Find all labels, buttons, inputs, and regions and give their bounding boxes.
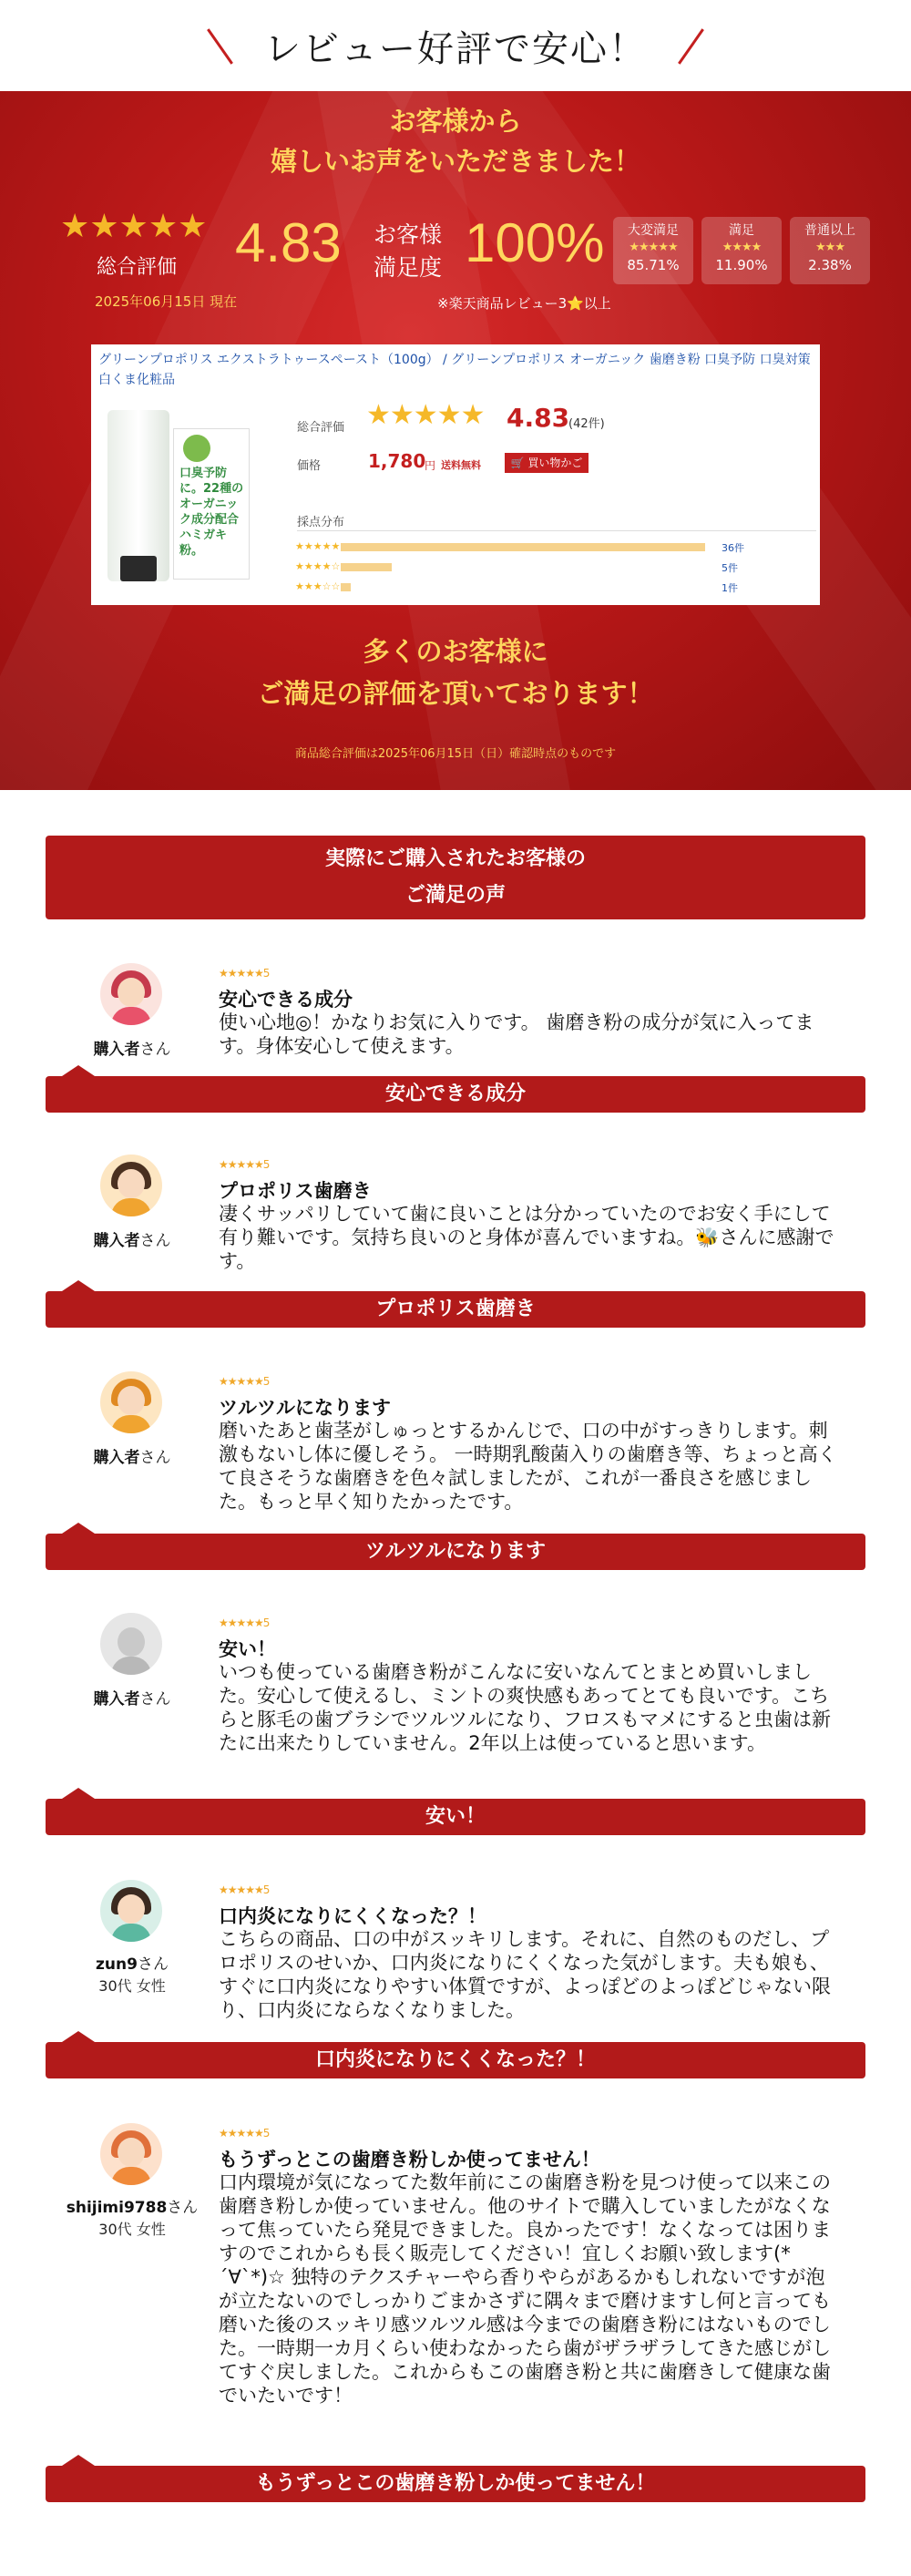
review-caption-bar: プロポリス歯磨き xyxy=(46,1291,865,1328)
reviews-heading-line2: ご満足の声 xyxy=(404,884,506,907)
rating-box-average-plus xyxy=(790,217,870,284)
review-title: 安い！ xyxy=(219,1638,276,1660)
hero-footer-2: ご満足の評価を頂いております！ xyxy=(257,678,654,709)
reviewer-age: 30代 女性 xyxy=(98,2221,166,2238)
review-caption-bar: もうずっとこの歯磨き粉しか使ってません！ xyxy=(46,2466,865,2502)
reviewer-name: 購入者さん xyxy=(93,1690,171,1709)
review-body: 口内環境が気になってた数年前にこの歯磨き粉を見つけ使って以来この歯磨き粉しか使っていません。他のサイトで購入していましたがなくなって焦っていたら発見できました。良かったです！なくなっては困りますのでこれからも長く販売してください！宜しくお願い致します(*´∀`*)☆ 独特のテクスチャーやら香りやらがあるかもしれないですが泡が立たないのでしっかりごまかさずに隅々まで磨けますし何と言っても磨いた後のスッキリ感ツルツル感は今までの歯磨き粉にはないものでした。一時期一カ月くらい使わなかったら歯がザラザラしてきた感じがしてすぐ戻しました。これからもこの歯磨き粉と共に歯磨きして健康な歯でいたいです！ xyxy=(219,2171,831,2407)
avatar xyxy=(100,2123,162,2185)
review-title: 安心できる成分 xyxy=(219,989,353,1011)
shipping-label: 送料無料 xyxy=(441,459,481,471)
reviewer-name: shijimi9788さん xyxy=(66,2199,199,2217)
rating-box-satisfied xyxy=(701,217,782,284)
dist-bar-4 xyxy=(341,563,392,571)
avatar xyxy=(100,963,162,1025)
review-caption-bar: 安心できる成分 xyxy=(46,1076,865,1113)
satisfaction-value: 100% xyxy=(465,212,605,273)
product-screenshot xyxy=(91,344,820,605)
review-stars: ★★★★★5 xyxy=(219,1158,270,1171)
reviewer-age: 30代 女性 xyxy=(98,1977,166,1995)
avatar-body xyxy=(111,1007,151,1025)
distribution-label: 採点分布 xyxy=(297,516,345,529)
cart-button[interactable]: 🛒 買い物かご xyxy=(505,453,589,473)
shot-count: (42件) xyxy=(568,417,605,431)
rakuten-note: ※楽天商品レビュー3⭐以上 xyxy=(437,295,611,312)
review-caption-bar: 口内炎になりにくくなった？！ xyxy=(46,2042,865,2078)
reviewer-name: 購入者さん xyxy=(93,1041,171,1059)
review-caption-bar: ツルツルになります xyxy=(46,1534,865,1570)
product-box-image xyxy=(173,428,250,580)
review-title: ツルツルになります xyxy=(219,1397,391,1419)
avatar xyxy=(100,1155,162,1216)
hero-headline-2: 嬉しいお声をいただきました！ xyxy=(270,146,640,177)
avatar-face xyxy=(118,1627,145,1657)
avatar-body xyxy=(111,1415,151,1433)
avatar-body xyxy=(111,1924,151,1942)
avatar-face xyxy=(118,1386,145,1415)
footnote: 商品総合評価は2025年06月15日（日）確認時点のものです xyxy=(294,747,617,761)
shot-overall-label: 総合評価 xyxy=(297,421,345,435)
avatar xyxy=(100,1371,162,1433)
page-title: レビュー好評で安心！ xyxy=(264,28,647,70)
overall-rating: 4.83 xyxy=(235,212,342,273)
reviews-heading xyxy=(46,836,865,919)
review-body: 磨いたあと歯茎がしゅっとするかんじで、口の中がすっきりします。刺激もないし体に優しそう。 一時期乳酸菌入りの歯磨き等、ちょっと高くて良さそうな歯磨きを色々試しましたが、これが一番良さを感じました。もっと早く知りたかったです。 xyxy=(219,1420,837,1513)
reviewer-name: 購入者さん xyxy=(93,1232,171,1250)
avatar-face xyxy=(118,978,145,1007)
review-stars: ★★★★★5 xyxy=(219,967,270,980)
review-body: 凄くサッパリしていて歯に良いことは分かっていたのでお安く手にして有り難いです。気持ち良いのと身体が喜んでいますね。🐝さんに感謝です。 xyxy=(219,1203,834,1272)
review-summary-banner xyxy=(0,91,911,790)
section-header xyxy=(0,0,911,91)
dist-stars-5: ★★★★★ xyxy=(295,540,341,552)
reviewer-name: 購入者さん xyxy=(93,1449,171,1467)
price-label: 価格 xyxy=(297,459,322,473)
overall-label: 総合評価 xyxy=(97,256,178,279)
flower-icon xyxy=(183,435,210,462)
rating-box-very-satisfied xyxy=(613,217,693,284)
box-percent: 85.71% xyxy=(627,257,680,273)
avatar-face xyxy=(118,2138,145,2167)
review-title: 口内炎になりにくくなった？！ xyxy=(219,1905,486,1927)
reviewer-name: zun9さん xyxy=(96,1955,169,1974)
review-body: こちらの商品、口の中がスッキリします。それに、自然のものだし、プロポリスのせいか、口内炎になりにくくなった気がします。夫も娘も、すぐに口内炎になりやすい体質ですが、よっぽどのよっぽどじゃない限り、口内炎にならなくなりました。 xyxy=(219,1928,831,2021)
box-percent: 2.38% xyxy=(808,257,852,273)
product-title-link[interactable]: グリーンプロポリス エクストラトゥースペースト（100g） / グリーンプロポリス オーガニック 歯磨き粉 口臭予防 口臭対策 白くま化粧品 xyxy=(98,353,811,387)
review-stars: ★★★★★5 xyxy=(219,1616,270,1629)
reviews-heading-line1: 実際にご購入されたお客様の xyxy=(324,847,586,870)
dist-bar-5 xyxy=(341,543,705,551)
dist-count-4[interactable]: 5件 xyxy=(722,562,738,574)
dist-bar-3 xyxy=(341,583,351,591)
divider xyxy=(297,530,816,531)
avatar xyxy=(100,1613,162,1675)
box-label: 満足 xyxy=(729,223,754,238)
dist-count-3[interactable]: 1件 xyxy=(722,582,738,594)
dist-stars-3: ★★★☆☆ xyxy=(295,580,341,592)
hero-headline-1: お客様から xyxy=(389,106,522,137)
product-tube-image xyxy=(107,410,169,581)
date-note: 2025年06月15日 現在 xyxy=(95,293,238,310)
review-body: 使い心地◎！かなりお気に入りです。 歯磨き粉の成分が気に入ってます。身体安心して使えます。 xyxy=(219,1011,814,1057)
satisfaction-label-1: お客様 xyxy=(374,221,443,248)
review-body: いつも使っている歯磨き粉がこんなに安いなんてとまとめ買いしました。安心して使えるし、ミントの爽快感もあってとても良いです。こちらと豚毛の歯ブラシでツルツルになり、フロスもマメにすると虫歯は新たに出来たりしていません。2年以上は使っていると思います。 xyxy=(219,1661,831,1754)
price: 1,780 xyxy=(368,450,426,472)
box-stars: ★★★ xyxy=(815,241,844,254)
hero-footer-1: 多くのお客様に xyxy=(363,636,548,667)
review-stars: ★★★★★5 xyxy=(219,1883,270,1896)
package-text: 口臭予防に。22種のオーガニック成分配合ハミガキ粉。 xyxy=(179,467,244,558)
avatar-face xyxy=(118,1894,145,1924)
shot-rating: 4.83 xyxy=(507,403,570,433)
dist-count-5[interactable]: 36件 xyxy=(722,542,744,554)
box-stars: ★★★★ xyxy=(722,241,762,254)
review-title: もうずっとこの歯磨き粉しか使ってません！ xyxy=(219,2149,600,2171)
box-label: 普通以上 xyxy=(804,223,855,238)
review-stars: ★★★★★5 xyxy=(219,2127,270,2140)
review-stars: ★★★★★5 xyxy=(219,1375,270,1388)
avatar-body xyxy=(111,1657,151,1675)
review-caption-bar: 安い！ xyxy=(46,1799,865,1835)
box-label: 大変満足 xyxy=(628,223,679,238)
satisfaction-label-2: 満足度 xyxy=(374,254,443,281)
avatar xyxy=(100,1880,162,1942)
tube-cap xyxy=(120,556,157,581)
box-percent: 11.90% xyxy=(715,257,768,273)
dist-stars-4: ★★★★☆ xyxy=(295,560,341,572)
overall-stars: ★★★★★ xyxy=(60,208,208,245)
review-title: プロポリス歯磨き xyxy=(219,1180,372,1202)
price-unit: 円 xyxy=(425,459,436,472)
shot-stars: ★★★★★ xyxy=(366,399,485,431)
avatar-face xyxy=(118,1169,145,1198)
avatar-body xyxy=(111,2167,151,2185)
avatar-body xyxy=(111,1198,151,1216)
box-stars: ★★★★★ xyxy=(629,241,678,254)
